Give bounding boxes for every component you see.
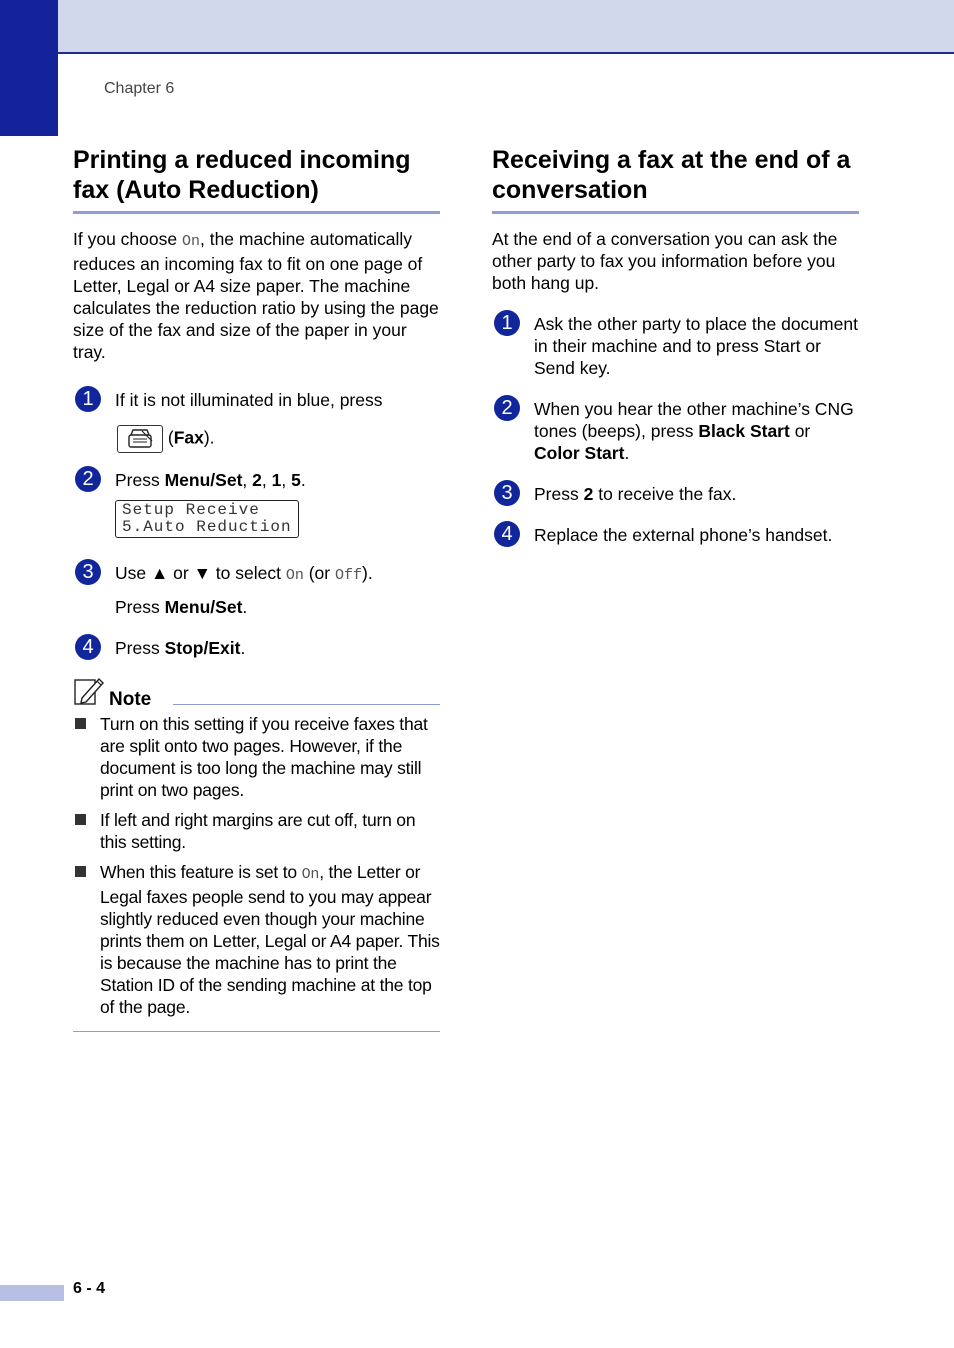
- step-1: [73, 389, 440, 453]
- step-text: [534, 398, 859, 464]
- key-menu-set: Menu/Set: [164, 470, 243, 490]
- text: When you hear the other machine’s CNG tones (beeps), press: [534, 399, 854, 441]
- step-text: Ask the other party to place the document in their machine and to press Start or Send key.: [534, 314, 858, 378]
- text: ,: [261, 470, 272, 490]
- section-heading-auto-reduction: Printing a reduced incoming fax (Auto Reduction): [73, 145, 440, 214]
- chapter-tab: [0, 0, 58, 136]
- bullet-text: If left and right margins are cut off, turn on this setting.: [100, 810, 416, 852]
- step-text: [115, 562, 440, 587]
- key-color-start: Color Start: [534, 443, 625, 463]
- note-bullet: [73, 861, 440, 1018]
- note-box: [73, 676, 440, 1032]
- note-end-rule: [73, 1031, 440, 1032]
- step-4: [73, 637, 440, 659]
- note-header: [73, 676, 440, 711]
- text: .: [242, 597, 248, 617]
- text: to receive the fax.: [593, 484, 737, 504]
- step-text-2: [115, 596, 440, 618]
- text: Press: [534, 484, 584, 504]
- right-column: [492, 145, 859, 546]
- code-on: On: [181, 233, 200, 250]
- text: (or: [303, 563, 335, 583]
- text: Press: [115, 597, 165, 617]
- code-on: On: [285, 567, 304, 584]
- bullet-text: When this feature is set to: [100, 862, 302, 882]
- note-bullet: [73, 809, 440, 853]
- text: Use: [115, 563, 151, 583]
- lcd-line-2: 5.Auto Reduction: [122, 518, 292, 536]
- key-stop-exit: Stop/Exit: [164, 638, 241, 658]
- lcd-display: [115, 500, 440, 538]
- step-text: Replace the external phone’s handset.: [534, 525, 833, 545]
- step-3: [492, 483, 859, 505]
- step-4: [492, 524, 859, 546]
- note-title: Note: [109, 689, 152, 710]
- auto-reduction-intro: [73, 228, 440, 363]
- key-2: 2: [252, 470, 262, 490]
- text: to select: [210, 563, 286, 583]
- bullet-text: , the Letter or Legal faxes people send to you may appear slightly reduced even though your machine prints them on Letter, Legal or A4 paper. This is because the machine has to print the Station ID of the sending machine at the top of the page.: [100, 862, 440, 1017]
- lcd-screen: [115, 500, 299, 538]
- step-number: 1: [75, 386, 101, 412]
- key-1: 1: [271, 470, 282, 490]
- text: .: [240, 638, 246, 658]
- text: ,: [242, 470, 253, 490]
- step-number: 1: [494, 310, 520, 336]
- key-menu-set: Menu/Set: [164, 597, 243, 617]
- key-2: 2: [583, 484, 594, 504]
- receive-end-intro: At the end of a conversation you can ask the other party to fax you information before you both hang up.: [492, 229, 838, 293]
- fax-key-line: [115, 425, 440, 453]
- step-2: [73, 469, 440, 538]
- step-1: [492, 313, 859, 379]
- text: Press: [115, 470, 165, 490]
- paren: (: [167, 427, 174, 448]
- text: Press: [115, 638, 165, 658]
- step-number: 3: [494, 480, 520, 506]
- text: or: [168, 563, 194, 583]
- step-3: [73, 562, 440, 618]
- code-on: On: [301, 866, 320, 883]
- step-number: 4: [494, 521, 520, 547]
- key-black-start: Black Start: [698, 421, 790, 441]
- fax-button-icon: [117, 425, 163, 453]
- down-arrow-icon: ▼: [193, 563, 211, 583]
- step-2: [492, 398, 859, 464]
- page-number: 6 - 4: [73, 1280, 106, 1297]
- code-off: Off: [334, 567, 362, 584]
- key-5: 5: [291, 470, 301, 490]
- text: or: [789, 421, 811, 441]
- fax-key-label: Fax: [173, 427, 204, 448]
- bullet-text: Turn on this setting if you receive faxes that are split onto two pages. However, if the document is too long the machine may still print on two pages.: [100, 714, 428, 800]
- bullet-square-icon: [75, 718, 86, 729]
- step-number: 4: [75, 634, 101, 660]
- paren: ).: [203, 427, 215, 448]
- text: ).: [362, 563, 373, 583]
- text: .: [300, 470, 306, 490]
- chapter-label: Chapter 6: [104, 80, 175, 97]
- step-text: [534, 483, 859, 505]
- bullet-square-icon: [75, 814, 86, 825]
- up-arrow-icon: ▲: [150, 563, 169, 583]
- section-heading-receive-end: Receiving a fax at the end of a conversation: [492, 145, 859, 214]
- footer-band: [0, 1285, 64, 1301]
- step-number: 2: [494, 395, 520, 421]
- text: ,: [281, 470, 292, 490]
- note-bullet: [73, 713, 440, 801]
- step-text: [115, 637, 440, 659]
- bullet-square-icon: [75, 866, 86, 877]
- note-pencil-icon: [73, 676, 105, 711]
- text: .: [624, 443, 630, 463]
- step-text: [115, 469, 440, 491]
- intro-text-rest: , the machine automatically reduces an incoming fax to fit on one page of Letter, Legal or A4 size paper. The machine calculates the reduction ratio by using the page size of the fax and size of the paper in your tray.: [73, 229, 439, 362]
- step-text: If it is not illuminated in blue, press: [115, 390, 383, 410]
- header-band: [58, 0, 954, 54]
- step-number: 2: [75, 466, 101, 492]
- lcd-line-1: Setup Receive: [122, 501, 260, 519]
- note-rule: [173, 704, 440, 705]
- left-column: [73, 145, 440, 1032]
- step-number: 3: [75, 559, 101, 585]
- intro-text: If you choose: [73, 229, 182, 249]
